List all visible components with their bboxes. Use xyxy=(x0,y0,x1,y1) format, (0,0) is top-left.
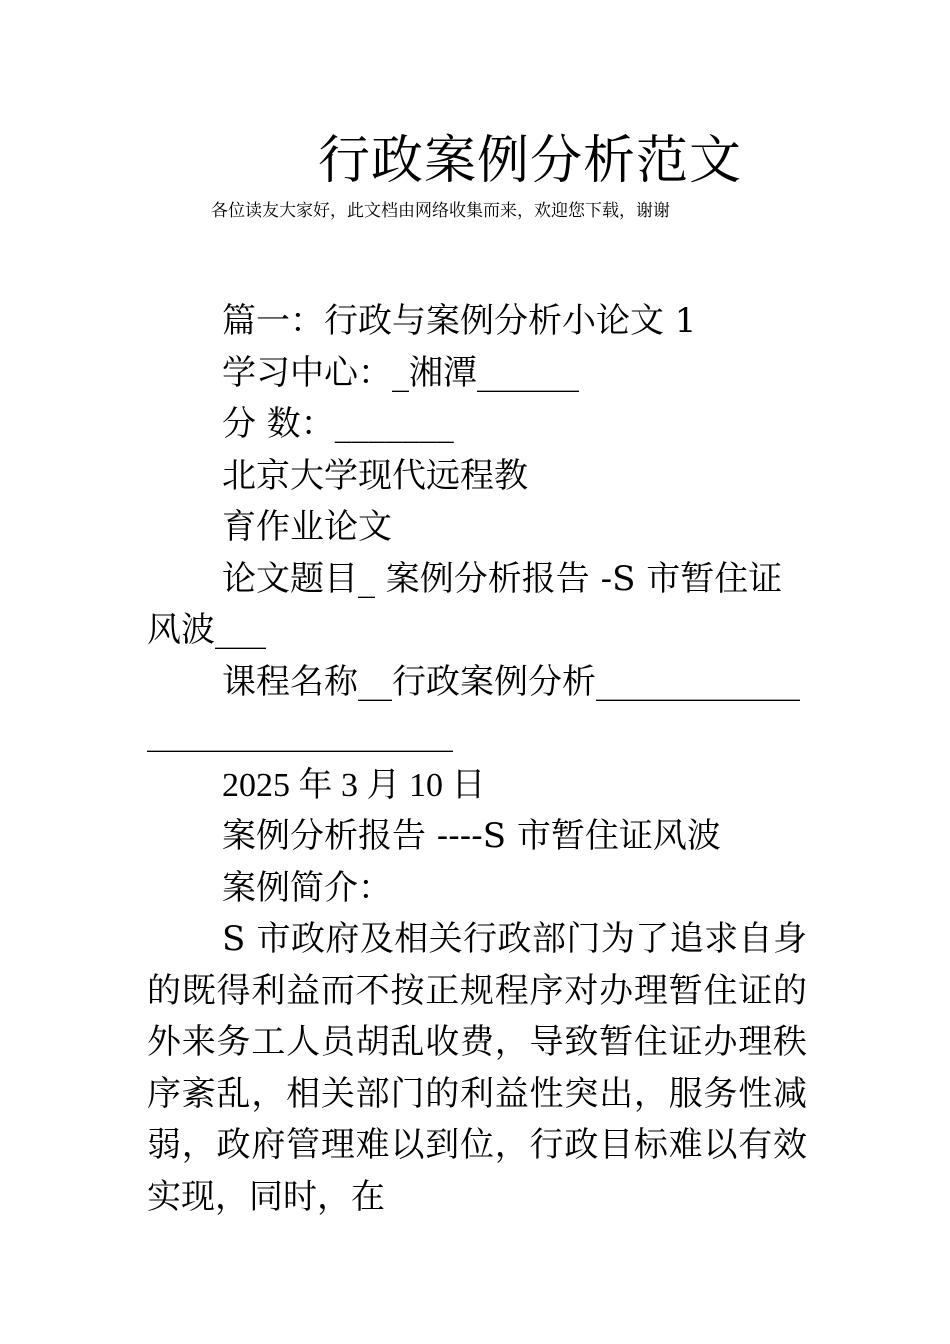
university-line-1: 北京大学现代远程教 xyxy=(222,455,528,496)
download-notice: 各位读友大家好，此文档由网络收集而来，欢迎您下载，谢谢 xyxy=(211,201,670,221)
document-body xyxy=(147,296,807,1223)
date-line: 2025 年 3 月 10 日 xyxy=(222,766,486,804)
university-line-2: 育作业论文 xyxy=(222,507,392,547)
report-title-line: 案例分析报告 ----S 市暂住证风波 xyxy=(222,816,721,856)
intro-heading: 案例简介： xyxy=(222,867,392,908)
thesis-title-line: 论文题目_ 案例分析报告 -S 市暂住证风波___ xyxy=(147,558,783,650)
chapter-heading: 篇一：行政与案例分析小论文 1 xyxy=(222,301,697,341)
document-title: 行政案例分析范文 xyxy=(318,131,743,191)
course-name-line: 课程名称__行政案例分析____________ __________________ xyxy=(147,661,800,753)
study-center-line: 学习中心：_湘潭______ xyxy=(222,352,579,393)
intro-paragraph: S 市政府及相关行政部门为了追求自身的既得利益而不按正规程序对办理暂住证的外来务工人员胡乱收费，导致暂住证办理秩序紊乱，相关部门的利益性突出，服务性减弱，政府管理难以到位，行政目标难以有效实现，同时，在 xyxy=(147,919,807,1217)
score-line: 分 数：_______ xyxy=(222,404,454,444)
